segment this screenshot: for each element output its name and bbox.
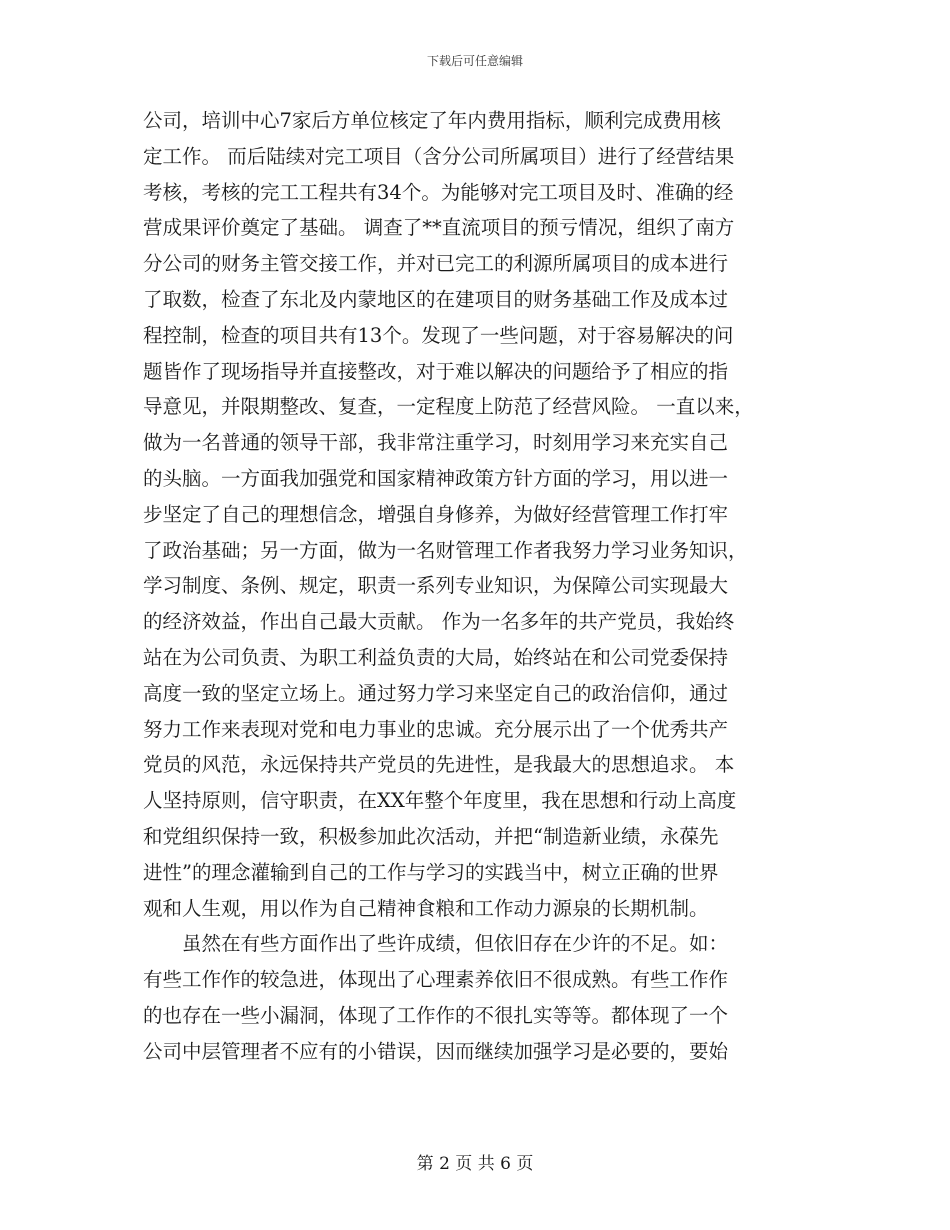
document-body [143, 103, 823, 1070]
text-line: 的也存在一些小漏洞，体现了工作作的不很扎实等等。都体现了一个 [143, 1003, 729, 1027]
text-line: 的头脑。一方面我加强党和国家精神政策方针方面的学习，用以进一 [143, 466, 729, 490]
text-line: 学习制度、条例、规定，职责一系列专业知识，为保障公司实现最大 [143, 574, 729, 598]
text-line: 程控制，检查的项目共有13个。发现了一些问题，对于容易解决的问 [143, 323, 734, 347]
text-line: 有些工作作的较急进，体现出了心理素养依旧不很成熟。有些工作作 [143, 968, 729, 992]
text-line: 公司中层管理者不应有的小错误，因而继续加强学习是必要的，要始 [143, 1039, 729, 1063]
page-number: 第 2 页 共 6 页 [416, 1154, 534, 1174]
paragraph-first-line: 虽然在有些方面作出了些许成绩，但依旧存在少许的不足。如： [182, 932, 729, 956]
text-line: 导意见，并限期整改、复查，一定程度上防范了经营风险。 一直以来， [143, 395, 754, 419]
text-line: 分公司的财务主管交接工作，并对已完工的利源所属项目的成本进行 [143, 252, 729, 276]
page-header: 下载后可任意编辑 [426, 54, 523, 68]
text-line: 公司，培训中心7家后方单位核定了年内费用指标，顺利完成费用核 [143, 109, 721, 132]
text-line: 了取数，检查了东北及内蒙地区的在建项目的财务基础工作及成本过 [143, 287, 729, 311]
text-line: 进性”的理念灌输到自己的工作与学习的实践当中，树立正确的世界 [143, 860, 719, 884]
text-line: 了政治基础；另一方面，做为一名财管理工作者我努力学习业务知识， [143, 538, 748, 562]
text-line: 题皆作了现场指导并直接整改，对于难以解决的问题给予了相应的指 [143, 359, 729, 383]
text-line: 人坚持原则，信守职责，在XX年整个年度里，我在思想和行动上高度 [143, 789, 737, 813]
text-line: 营成果评价奠定了基础。 调查了**直流项目的预亏情况，组织了南方 [143, 216, 735, 240]
text-line: 党员的风范，永远保持共产党员的先进性，是我最大的思想追求。 本 [143, 753, 735, 777]
text-line: 站在为公司负责、为职工利益负责的大局，始终站在和公司党委保持 [143, 645, 729, 669]
text-line: 努力工作来表现对党和电力事业的忠诚。充分展示出了一个优秀共产 [143, 717, 729, 741]
text-line: 观和人生观，用以作为自己精神食粮和工作动力源泉的长期机制。 [143, 896, 709, 920]
text-line: 考核，考核的完工工程共有34个。为能够对完工项目及时、准确的经 [143, 180, 734, 204]
text-line: 高度一致的坚定立场上。通过努力学习来坚定自己的政治信仰，通过 [143, 681, 729, 705]
text-line: 定工作。 而后陆续对完工项目（含分公司所属项目）进行了经营结果 [143, 144, 735, 168]
text-line: 做为一名普通的领导干部，我非常注重学习，时刻用学习来充实自己 [143, 431, 729, 455]
text-line: 步坚定了自己的理想信念，增强自身修养，为做好经营管理工作打牢 [143, 502, 729, 526]
text-line: 和党组织保持一致，积极参加此次活动，并把“制造新业绩，永葆先 [143, 824, 719, 848]
text-line: 的经济效益，作出自己最大贡献。 作为一名多年的共产党员，我始终 [143, 610, 735, 634]
